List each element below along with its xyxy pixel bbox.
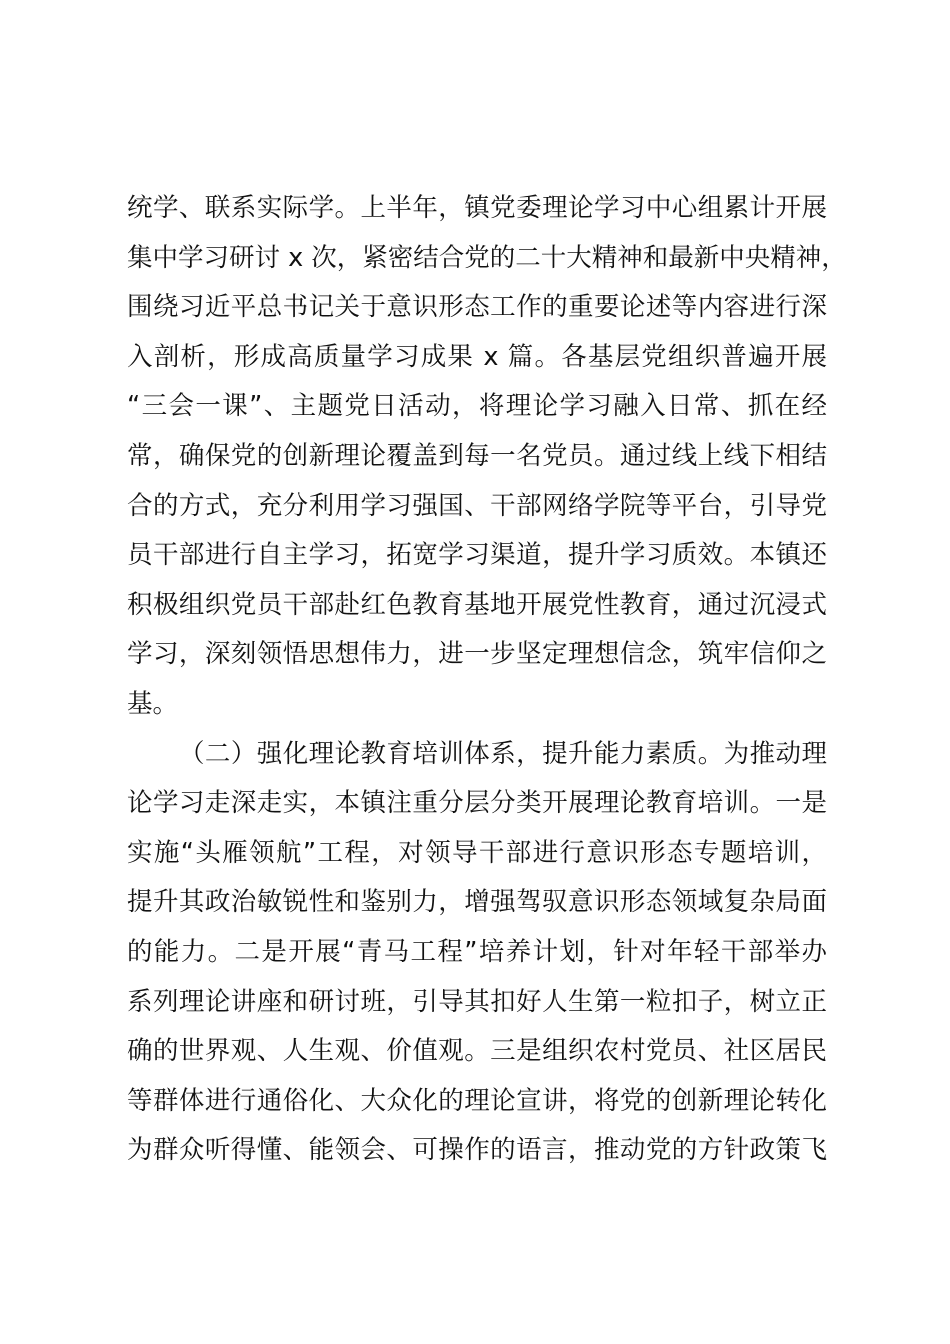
document-body	[127, 184, 847, 1176]
text-line: 统学、联系实际学。上半年，镇党委理论学习中心组累计开展	[127, 193, 827, 223]
text-line: “三会一课”、主题党日活动，将理论学习融入日常、抓在经	[127, 391, 827, 422]
text-line: 围绕习近平总书记关于意识形态工作的重要论述等内容进行深	[127, 292, 827, 323]
text-line: 入剖析，形成高质量学习成果 x 篇。各基层党组织普遍开展	[127, 341, 827, 372]
text-line: （二）强化理论教育培训体系，提升能力素质。为推动理	[179, 738, 827, 769]
text-line: 系列理论讲座和研讨班，引导其扣好人生第一粒扣子，树立正	[127, 986, 827, 1017]
text-line: 等群体进行通俗化、大众化的理论宣讲，将党的创新理论转化	[127, 1085, 827, 1116]
text-line: 常，确保党的创新理论覆盖到每一名党员。通过线上线下相结	[127, 440, 827, 471]
text-line: 集中学习研讨 x 次，紧密结合党的二十大精神和最新中央精神，	[127, 242, 847, 273]
paragraph-1	[127, 184, 847, 730]
text-line: 合的方式，充分利用学习强国、干部网络学院等平台，引导党	[127, 490, 827, 521]
paragraph-2	[127, 730, 827, 1176]
text-line: 提升其政治敏锐性和鉴别力，增强驾驭意识形态领域复杂局面	[127, 887, 827, 918]
text-line: 学习，深刻领悟思想伟力，进一步坚定理想信念，筑牢信仰之	[127, 639, 827, 670]
text-line: 为群众听得懂、能领会、可操作的语言，推动党的方针政策飞	[127, 1135, 827, 1166]
text-line: 实施“头雁领航”工程，对领导干部进行意识形态专题培训，	[127, 837, 827, 868]
text-line: 基。	[127, 688, 179, 719]
text-line: 的能力。二是开展“青马工程”培养计划，针对年轻干部举办	[127, 936, 827, 967]
text-line: 确的世界观、人生观、价值观。三是组织农村党员、社区居民	[127, 1036, 827, 1067]
text-line: 论学习走深走实，本镇注重分层分类开展理论教育培训。一是	[127, 788, 827, 819]
text-line: 积极组织党员干部赴红色教育基地开展党性教育，通过沉浸式	[127, 589, 827, 620]
text-line: 员干部进行自主学习，拓宽学习渠道，提升学习质效。本镇还	[127, 540, 827, 571]
